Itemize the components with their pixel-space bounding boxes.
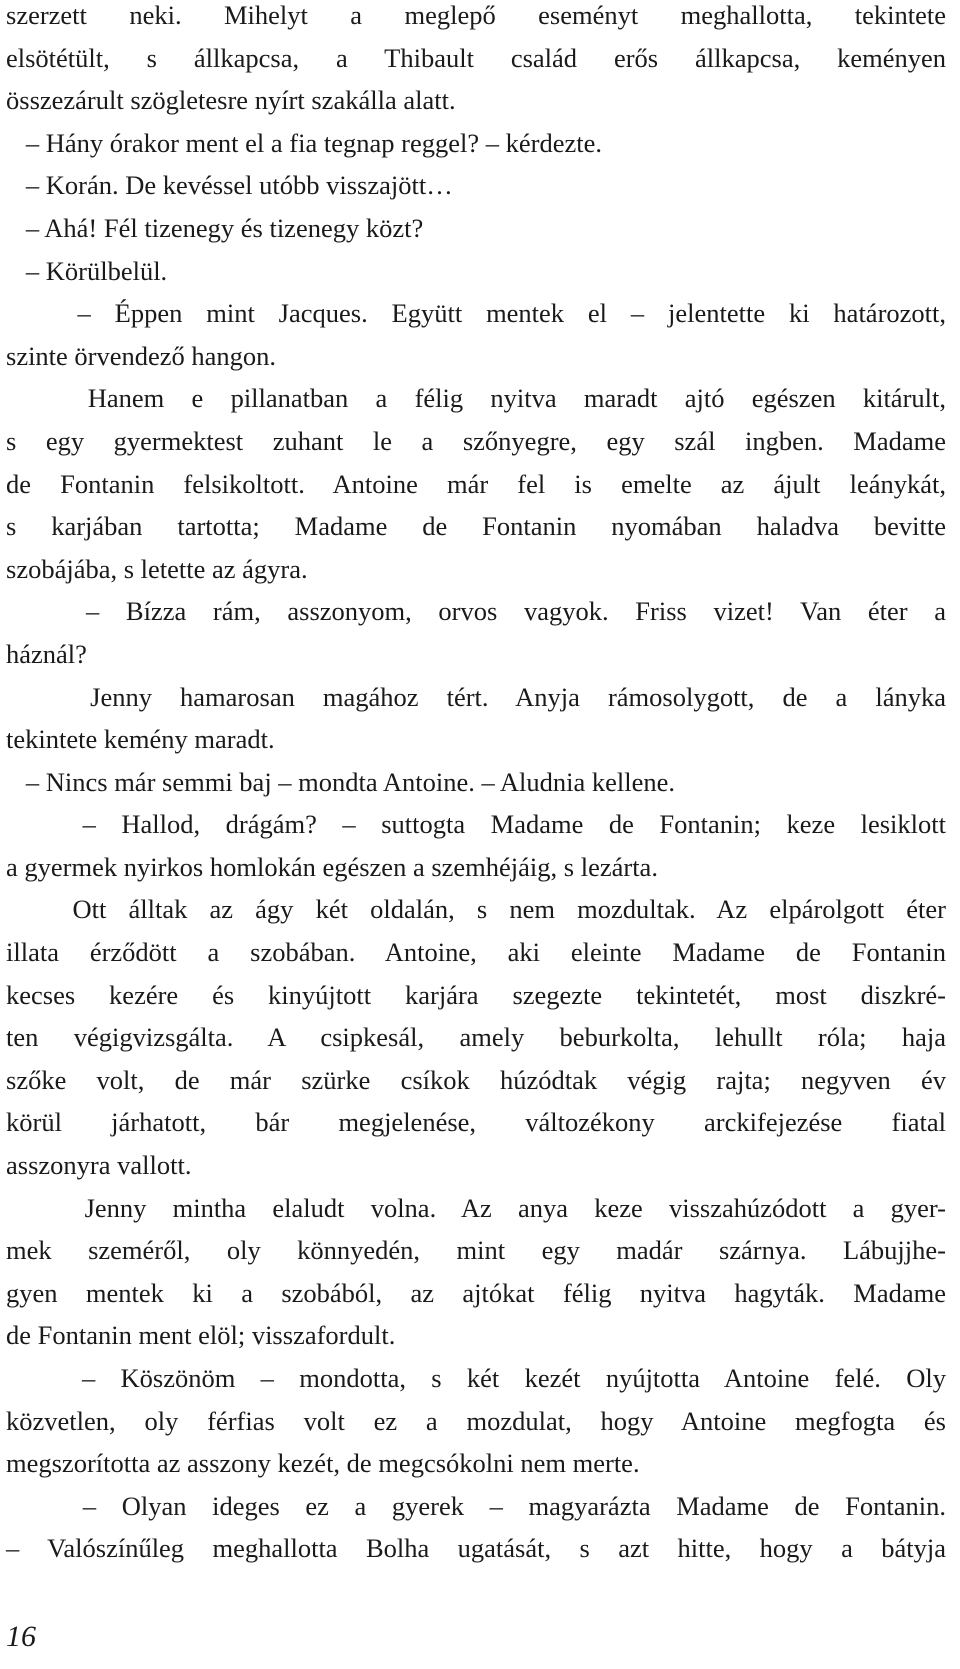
text-line: Hanem e pillanatban a félig nyitva maradt ajtó egészen kitárult,: [6, 383, 946, 414]
text-line: de Fontanin ment elöl; visszafordult.: [6, 1320, 396, 1351]
text-line: illata érződött a szobában. Antoine, aki eleinte Madame de Fontanin: [6, 937, 946, 968]
text-line: – Bízza rám, asszonyom, orvos vagyok. Friss vizet! Van éter a: [6, 596, 946, 627]
text-line: mek szeméről, oly könnyedén, mint egy madár szárnya. Lábujjhe-: [6, 1235, 946, 1266]
text-line: – Olyan ideges ez a gyerek – magyarázta Madame de Fontanin.: [6, 1490, 946, 1521]
text-line: a gyermek nyirkos homlokán egészen a szemhéjáig, s lezárta.: [6, 851, 658, 882]
text-line: szerzett neki. Mihelyt a meglepő eseményt meghallotta, tekintete: [6, 0, 946, 30]
text-line: körül járhatott, bár megjelenése, változékony arckifejezése fiatal: [6, 1107, 946, 1138]
text-line: ten végigvizsgálta. A csipkesál, amely beburkolta, lehullt róla; haja: [6, 1022, 946, 1053]
text-line: Ott álltak az ágy két oldalán, s nem mozdultak. Az elpárolgott éter: [6, 894, 946, 925]
text-line: gyen mentek ki a szobából, az ajtókat félig nyitva hagyták. Madame: [6, 1277, 946, 1308]
text-line: kecses kezére és kinyújtott karjára szegezte tekintetét, most diszkré-: [6, 979, 946, 1010]
text-line: szinte örvendező hangon.: [6, 340, 277, 371]
text-line: Jenny hamarosan magához tért. Anyja rámosolygott, de a lányka: [6, 681, 946, 712]
text-line: – Hány órakor ment el a fia tegnap reggel? – kérdezte.: [6, 127, 602, 158]
text-line: – Valószínűleg meghallotta Bolha ugatását, s azt hitte, hogy a bátyja: [6, 1533, 946, 1564]
text-line: – Köszönöm – mondotta, s két kezét nyújtotta Antoine felé. Oly: [6, 1363, 946, 1393]
text-line: – Hallod, drágám? – suttogta Madame de Fontanin; keze lesiklott: [6, 809, 946, 840]
text-line: s egy gyermektest zuhant le a szőnyegre, egy szál ingben. Madame: [6, 425, 946, 456]
text-line: Jenny mintha elaludt volna. Az anya keze visszahúzódott a gyer-: [6, 1192, 946, 1223]
text-line: – Nincs már semmi baj – mondta Antoine. – Aludnia kellene.: [6, 766, 676, 797]
text-line: megszorította az asszony kezét, de megcsókolni nem merte.: [6, 1448, 640, 1479]
text-line: közvetlen, oly férfias volt ez a mozdulat, hogy Antoine megfogta és: [6, 1405, 946, 1436]
text-line: – Körülbelül.: [6, 255, 168, 286]
text-line: tekintete kemény maradt.: [6, 724, 275, 755]
book-page-text: [6, 0, 946, 1576]
text-line: – Korán. De kevéssel utóbb visszajött…: [6, 170, 453, 201]
text-line: szobájába, s letette az ágyra.: [6, 553, 308, 584]
text-line: asszonyra vallott.: [6, 1150, 192, 1181]
text-line: elsötétült, s állkapcsa, a Thibault család erős állkapcsa, keményen: [6, 42, 946, 73]
text-line: háznál?: [6, 638, 87, 669]
text-line: szőke volt, de már szürke csíkok húzódtak végig rajta; negyven év: [6, 1064, 946, 1095]
text-line: összezárult szögletesre nyírt szakálla alatt.: [6, 85, 456, 116]
text-line: s karjában tartotta; Madame de Fontanin nyomában haladva bevitte: [6, 511, 946, 542]
text-line: – Ahá! Fél tizenegy és tizenegy közt?: [6, 212, 424, 243]
text-line: – Éppen mint Jacques. Együtt mentek el – jelentette ki határozott,: [6, 298, 946, 329]
text-line: de Fontanin felsikoltott. Antoine már fel is emelte az ájult leánykát,: [6, 468, 946, 499]
page-number: 16: [6, 1620, 36, 1653]
